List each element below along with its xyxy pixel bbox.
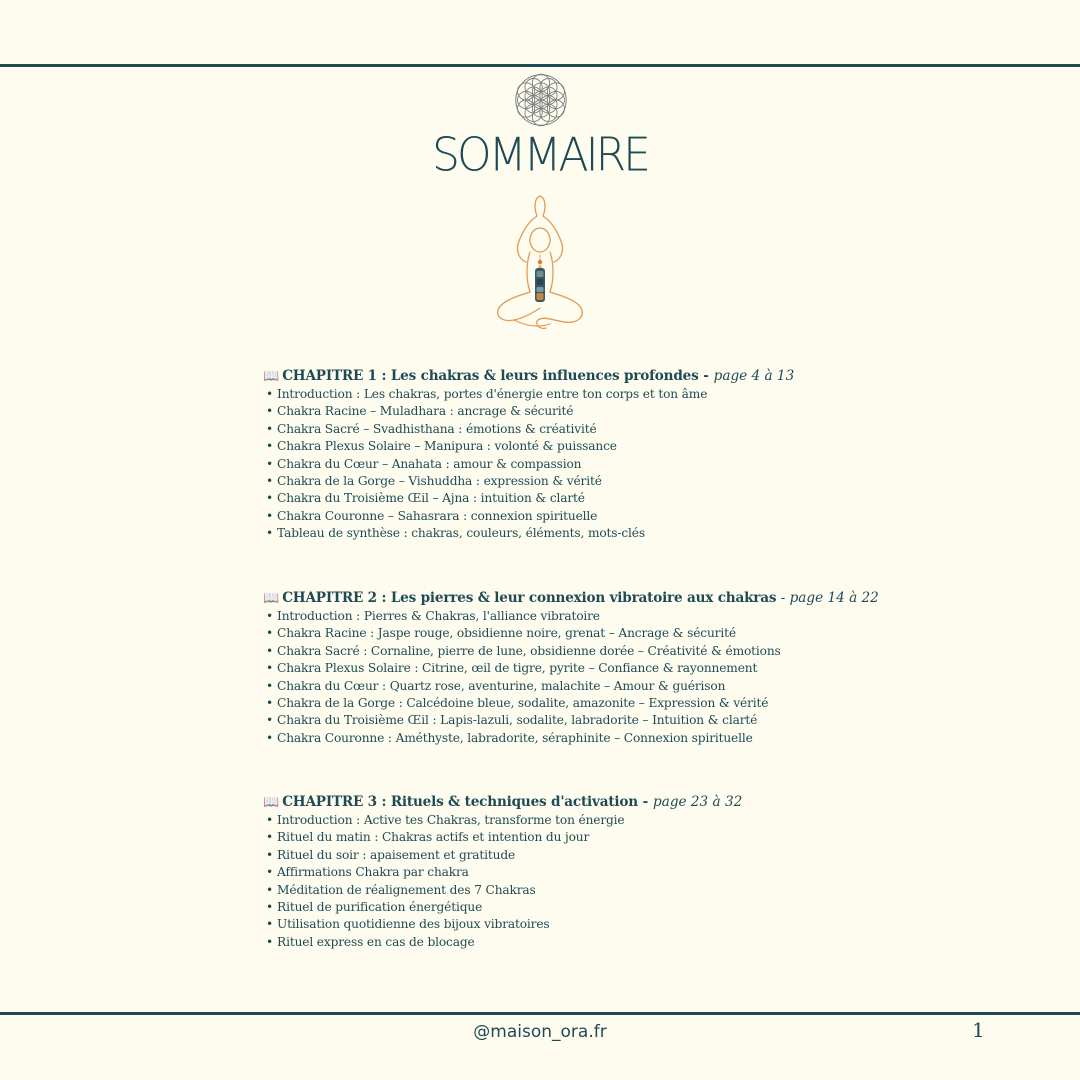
chapter-items — [263, 608, 903, 747]
flower-of-life-icon — [513, 72, 569, 128]
list-item: • Chakra Plexus Solaire – Manipura : volonté & puissance — [266, 439, 617, 454]
list-item: • Chakra de la Gorge : Calcédoine bleue, sodalite, amazonite – Expression & vérité — [266, 695, 769, 710]
chapter-pages: page 23 à 32 — [653, 794, 743, 810]
list-item: • Tableau de synthèse : chakras, couleurs, éléments, mots-clés — [266, 526, 645, 541]
list-item: • Introduction : Active tes Chakras, transforme ton énergie — [266, 813, 625, 827]
bottom-divider — [0, 1012, 1080, 1015]
social-handle: @maison_ora.fr — [473, 1022, 607, 1042]
chapter-title: CHAPITRE 3 : Rituels & techniques d'activation — [282, 794, 638, 810]
list-item: • Chakra Racine – Muladhara : ancrage & sécurité — [266, 404, 574, 419]
page-title: SOMMAIRE — [432, 128, 648, 183]
top-divider — [0, 64, 1080, 67]
chapter-pages: page 14 à 22 — [789, 590, 879, 606]
list-item: • Introduction : Les chakras, portes d'énergie entre ton corps et ton âme — [266, 387, 708, 401]
list-item: • Rituel de purification énergétique — [266, 899, 483, 914]
list-item: • Introduction : Pierres & Chakras, l'alliance vibratoire — [266, 609, 600, 623]
list-item: • Rituel du matin : Chakras actifs et intention du jour — [266, 830, 590, 845]
chapter-separator: - — [637, 794, 654, 810]
list-item: • Rituel express en cas de blocage — [266, 934, 475, 949]
chapter-title: CHAPITRE 2 : Les pierres & leur connexion vibratoire aux chakras — [282, 590, 777, 606]
list-item: • Chakra Couronne – Sahasrara : connexion spirituelle — [266, 508, 598, 523]
open-book-icon: 📖 — [263, 795, 280, 810]
list-item: • Chakra du Cœur – Anahata : amour & compassion — [266, 456, 582, 471]
chapter-items — [263, 812, 903, 951]
meditating-figure-icon — [490, 192, 590, 334]
list-item: • Chakra du Troisième Œil : Lapis-lazuli, sodalite, labradorite – Intuition & clarté — [266, 713, 758, 728]
list-item: • Affirmations Chakra par chakra — [266, 865, 469, 880]
list-item: • Utilisation quotidienne des bijoux vibratoires — [266, 917, 550, 932]
chapter-pages: page 4 à 13 — [713, 368, 795, 384]
chapter-2 — [263, 588, 903, 747]
chapter-separator: - — [776, 590, 790, 606]
list-item: • Chakra Racine : Jaspe rouge, obsidienne noire, grenat – Ancrage & sécurité — [266, 626, 736, 641]
chapter-heading — [263, 588, 903, 608]
list-item: • Chakra Sacré – Svadhisthana : émotions & créativité — [266, 421, 597, 436]
chapter-items — [263, 386, 903, 543]
list-item: • Chakra du Troisième Œil – Ajna : intuition & clarté — [266, 491, 585, 506]
chapter-separator: - — [698, 368, 714, 384]
list-item: • Chakra Sacré : Cornaline, pierre de lune, obsidienne dorée – Créativité & émotions — [266, 643, 781, 658]
chapter-title: CHAPITRE 1 : Les chakras & leurs influences profondes — [282, 368, 699, 384]
list-item: • Chakra du Cœur : Quartz rose, aventurine, malachite – Amour & guérison — [266, 678, 726, 693]
chapter-1 — [263, 366, 903, 543]
open-book-icon: 📖 — [263, 591, 280, 606]
list-item: • Méditation de réalignement des 7 Chakras — [266, 882, 536, 897]
page-number: 1 — [972, 1018, 985, 1042]
list-item: • Chakra de la Gorge – Vishuddha : expression & vérité — [266, 473, 602, 488]
chapter-heading — [263, 366, 903, 386]
list-item: • Rituel du soir : apaisement et gratitude — [266, 847, 516, 862]
chapter-3 — [263, 792, 903, 951]
list-item: • Chakra Couronne : Améthyste, labradorite, séraphinite – Connexion spirituelle — [266, 730, 753, 745]
list-item: • Chakra Plexus Solaire : Citrine, œil de tigre, pyrite – Confiance & rayonnement — [266, 661, 758, 676]
open-book-icon: 📖 — [263, 369, 280, 384]
chapter-heading — [263, 792, 903, 812]
